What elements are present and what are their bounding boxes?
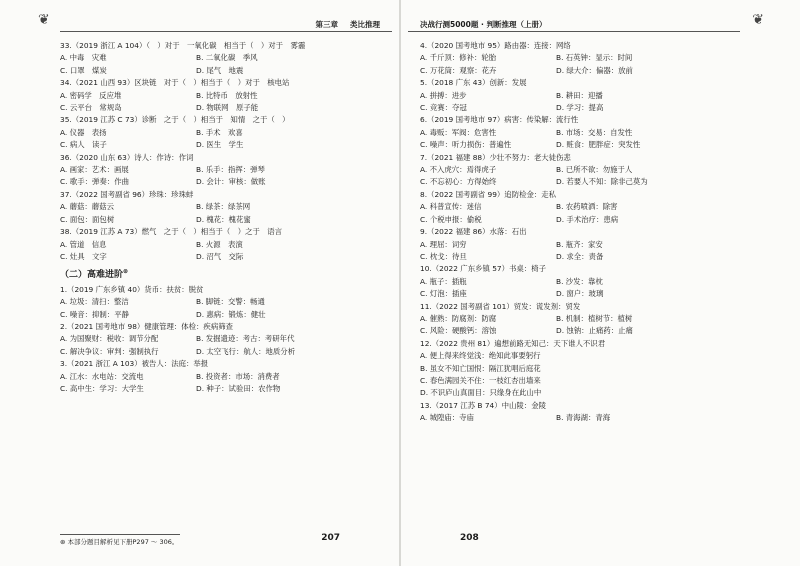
answer-option: B. 绿茶：绿茶网 [196,202,251,212]
right-page-header [420,18,740,30]
option-list [60,90,380,115]
answer-option: C. 噪音：抑制：平静 [60,309,129,319]
question-stem: 7.（2021 福建 88）少壮不努力：老大徒伤悲 [420,152,571,162]
leaf-ornament-icon: ❦ [38,12,50,28]
answer-option: C. 面包：面包树 [60,214,115,224]
option-list [60,239,380,264]
answer-option: C. 病人 读子 [60,140,107,150]
question-item [60,189,380,226]
answer-option: C. 风险：硬酸钙：溶蚀 [420,326,497,336]
answer-option: D. 太空飞行：航人：地质分析 [196,346,296,356]
question-stem: 33.（2019 浙江 A 104）（ ）对于 一氧化碳 相当于（ ）对于 雾霾 [60,41,306,50]
left-page-header [60,18,380,30]
answer-option: B. 已所不欲：勿施于人 [556,165,633,175]
question-item [60,152,380,189]
question-item [420,189,750,226]
answer-option: A. 拼搏：进步 [420,90,467,100]
option-list [420,164,750,189]
right-page-content [420,40,750,425]
answer-option: C. 春色满园关不住：一枝红杏出墙来 [420,375,541,385]
answer-option: A. 密码学 反应堆 [60,90,122,100]
answer-option: C. 竞赛：夺冠 [420,103,467,113]
answer-option: A. 仪器 表扬 [60,127,107,137]
question-stem: 9.（2022 福建 86）水落：石出 [420,227,527,237]
question-stem: 12.（2022 贵州 81）遍想前路无知己：天下谁人不识君 [420,338,606,348]
question-stem: 10.（2022 广东乡镇 57）书桌：椅子 [420,264,546,274]
answer-option: C. 噪声：听力损伤：普遍性 [420,140,512,150]
answer-option: A. 垃圾：清扫：整洁 [60,297,129,307]
answer-option: B. 手术 欢喜 [196,127,243,137]
answer-option: C. 不忘初心：方得始终 [420,177,497,187]
question-stem: 11.（2022 国考副省 101）贸发：谎发剂：贸发 [420,301,581,311]
footnote-mark-icon: ⊛ [123,268,129,276]
answer-option: B. 耕田：迎播 [556,90,603,100]
answer-option: A. 城隍庙：寺庙 [420,413,474,423]
answer-option: B. 市场：交易：自发性 [556,127,633,137]
page-number: 208 [460,533,479,543]
option-list [420,313,750,338]
question-item [420,301,750,338]
chapter-label: 第三章 [315,19,338,29]
question-stem: 3.（2021 浙江 A 103）被告人：法庭：举报 [60,359,209,369]
answer-option: B. 石英钟：显示：时间 [556,53,633,63]
footnote: ⊛ 本部分题目解析见下册P297 ～ 306。 [60,538,179,546]
answer-option: D. 尾气 地震 [196,65,244,75]
answer-option: C. 口罩 煤炭 [60,65,107,75]
answer-option: D. 学习：提高 [556,103,604,113]
answer-option: D. 会计：审核：做账 [196,177,266,187]
answer-option: C. 枕戈：待旦 [420,251,467,261]
question-stem: 6.（2019 国考地市 97）病害：传染解：流行性 [420,115,579,125]
option-list [60,164,380,189]
answer-option: A. 蘑菇：蘑菇云 [60,202,114,212]
question-stem: 37.（2022 国考副省 96）珍珠：珍珠蚌 [60,189,194,199]
answer-option: B. 火源 表演 [196,239,243,249]
answer-option: A. 江水：水电站：交流电 [60,371,144,381]
answer-option: D. 赃食：肥胖症：突发性 [556,140,641,150]
question-item [60,226,380,263]
question-stem: 38.（2019 江苏 A 73）燃气 之于（ ）相当于（ ）之于 语言 [60,227,283,237]
answer-option: A. 催熟：防腐剂：防腐 [420,313,497,323]
question-item [60,321,380,358]
answer-option: A. 便上得来终觉浅：绝知此事要躬行 [420,351,541,361]
answer-option: B. 二氧化碳 季风 [196,53,258,63]
question-item [420,226,750,263]
option-list [420,52,750,77]
question-item [60,358,380,395]
option-list [420,276,750,301]
header-rule [408,31,740,32]
option-list [420,201,750,226]
question-item [420,338,750,400]
answer-option: D. 手术治疗：患病 [556,214,619,224]
question-item [420,263,750,300]
option-list [60,201,380,226]
answer-option: A. 管道 信息 [60,239,107,249]
answer-option: A. 科普宣传：迷信 [420,202,482,212]
book-title: 决战行测5000题 · 判断推理（上册） [420,19,547,29]
question-stem: 34.（2021 山西 93）区块链 对于（ ）相当于（ ）对于 核电站 [60,78,290,88]
option-list [60,127,380,152]
question-group [60,40,380,263]
question-item [60,77,380,114]
chapter-title: 类比推理 [350,19,380,29]
answer-option: C. 云平台 常规岛 [60,103,122,113]
question-stem: 35.（2019 江苏 C 73）诊断 之于（ ）相当于 知情 之于（ ） [60,115,290,125]
option-list [60,333,380,358]
answer-option: B. 青海湖：青海 [556,413,611,423]
answer-option: D. 蚀钠：止痛药：止痛 [556,326,633,336]
answer-option: C. 灯泡：插座 [420,289,467,299]
option-list [60,371,380,396]
answer-option: B. 沙发：靠枕 [556,276,603,286]
answer-option: D. 医生 学生 [196,140,244,150]
answer-option: C. 解决争议：审判：强制执行 [60,346,159,356]
question-stem: 36.（2020 山东 63）诗人：作诗：作词 [60,152,194,162]
option-list [60,52,380,77]
answer-option: D. 绿大介：偏器：放前 [556,65,633,75]
answer-option: A. 千斤顶：修补：轮胎 [420,53,497,63]
page-number: 207 [321,533,340,543]
answer-option: A. 瓶子：插瓶 [420,276,467,286]
question-item [420,114,750,151]
answer-option: B. 乐手：指挥：弹琴 [196,165,265,175]
question-item [420,77,750,114]
header-rule [60,31,392,32]
question-stem: 4.（2020 国考地市 95）路由器：连接：网络 [420,41,571,50]
answer-option: A. 中毒 灾难 [60,53,107,63]
answer-option: D. 窗户：玻璃 [556,289,604,299]
answer-option: A. 画家：艺术：画展 [60,165,129,175]
answer-option: D. 求全：责备 [556,251,604,261]
option-list [420,412,750,424]
question-stem: 13.（2017 江苏 B 74）中山陵：金陵 [420,400,546,410]
question-stem: 2.（2021 国考地市 98）健康管理：体检：疾病筛查 [60,321,233,331]
answer-option: C. 个税申报：偷税 [420,214,482,224]
question-item [420,152,750,189]
question-item [60,40,380,77]
answer-option: C. 歌手：弹奏：作曲 [60,177,129,187]
footnote-rule [60,534,180,535]
answer-option: B. 虽女不知亡国恨：隔江犹唱后庭花 [420,363,541,373]
question-stem: 1.（2019 广东乡镇 40）货币：扶贫：脱贫 [60,284,204,294]
question-item [60,284,380,321]
right-page [400,0,800,566]
answer-option: B. 机制：植树节：植树 [556,313,633,323]
option-list [420,127,750,152]
question-group [60,284,380,396]
section-title: （二）高难进阶⊛ [60,268,129,281]
option-list [420,350,750,400]
answer-option: C. 万花筒：观察：花卉 [420,65,497,75]
answer-option: D. 沼气 交际 [196,251,244,261]
left-page-content [60,40,380,395]
answer-option: D. 物联网 原子能 [196,103,259,113]
answer-option: B. 发掘遗迹：考古：考研年代 [196,334,295,344]
answer-option: D. 槐花：槐花蜜 [196,214,251,224]
answer-option: D. 若要人不知：除非己莫为 [556,177,648,187]
answer-option: A. 毒贩：军阀：危害性 [420,127,497,137]
answer-option: B. 投资者：市场：消费者 [196,371,280,381]
answer-option: A. 为国聚财：税收：调节分配 [60,334,159,344]
option-list [60,296,380,321]
answer-option: C. 灶具 文字 [60,251,107,261]
answer-option: A. 理屈：词穷 [420,239,467,249]
leaf-ornament-icon: ❦ [752,12,764,28]
answer-option: B. 比特币 放射性 [196,90,258,100]
answer-option: B. 农药喷洒：除害 [556,202,618,212]
answer-option: B. 瓶齐：家安 [556,239,603,249]
option-list [420,90,750,115]
question-item [420,40,750,77]
answer-option: D. 不识庐山真面目：只缘身在此山中 [420,388,542,398]
answer-option: D. 种子：试验田：农作物 [196,383,281,393]
question-stem: 8.（2022 国考副省 99）追防检金：走私 [420,189,557,199]
answer-option: B. 脚链：交警：畅通 [196,297,265,307]
question-item [420,400,750,425]
question-item [60,114,380,151]
answer-option: D. 惠病：锻炼：健壮 [196,309,266,319]
option-list [420,239,750,264]
answer-option: A. 不入虎穴：焉得虎子 [420,165,497,175]
question-group [420,40,750,425]
answer-option: C. 高中生：学习：大学生 [60,383,144,393]
question-stem: 5.（2018 广东 43）创新：发展 [420,78,527,88]
